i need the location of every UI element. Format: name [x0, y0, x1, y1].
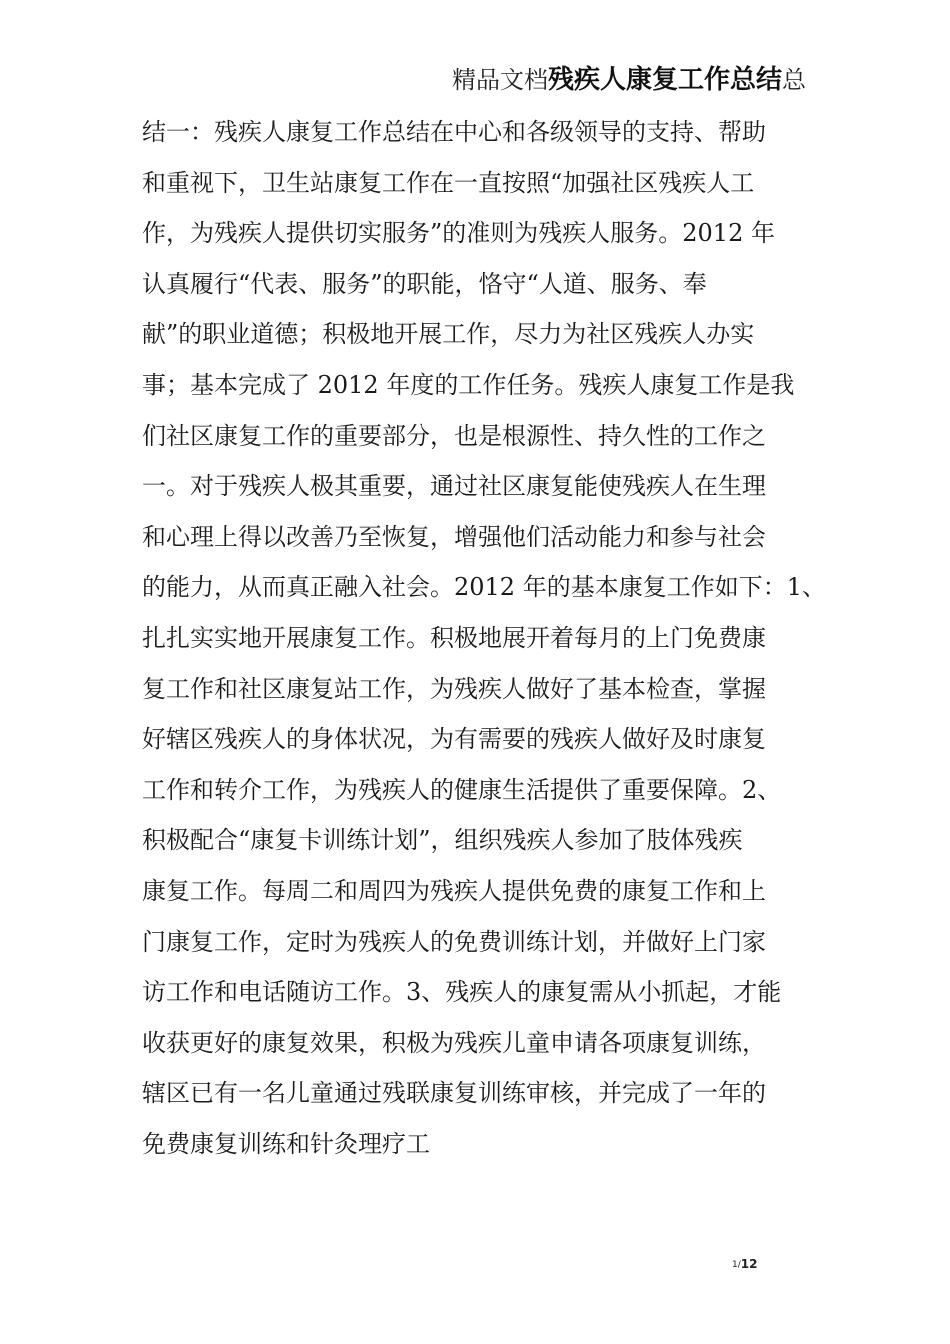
text-line: 门康复工作，定时为残疾人的免费训练计划，并做好上门家	[142, 927, 766, 956]
text-line: 和心理上得以改善乃至恢复，增强他们活动能力和参与社会	[142, 522, 766, 551]
text-line: 复工作和社区康复站工作，为残疾人做好了基本检查，掌握	[142, 674, 766, 703]
text-line: 结一：残疾人康复工作总结在中心和各级领导的支持、帮助	[142, 118, 766, 146]
text-line: 积极配合“康复卡训练计划”，组织残疾人参加了肢体残疾	[142, 826, 743, 855]
text-line: 作，为残疾人提供切实服务”的准则为残疾人服务。2012 年	[142, 219, 775, 248]
body-text	[142, 116, 902, 1178]
document-title: 残疾人康复工作总结	[547, 65, 782, 95]
text-line: 收获更好的康复效果，积极为残疾儿童申请各项康复训练，	[142, 1028, 766, 1057]
page-separator: /	[737, 1260, 741, 1270]
text-line: 好辖区残疾人的身体状况，为有需要的残疾人做好及时康复	[142, 725, 766, 754]
text-line: 扎扎实实地开展康复工作。积极地展开着每月的上门免费康	[142, 623, 766, 652]
text-line: 访工作和电话随访工作。3、残疾人的康复需从小抓起，才能	[142, 978, 782, 1007]
text-line: 工作和转介工作，为残疾人的健康生活提供了重要保障。2、	[142, 775, 782, 804]
text-line: 事；基本完成了 2012 年度的工作任务。残疾人康复工作是我	[142, 370, 795, 399]
text-line: 康复工作。每周二和周四为残疾人提供免费的康复工作和上	[142, 876, 766, 905]
page-header	[0, 62, 806, 102]
text-line: 辖区已有一名儿童通过残联康复训练审核，并完成了一年的	[142, 1079, 766, 1108]
header-suffix: 总	[782, 66, 806, 94]
text-line: 免费康复训练和针灸理疗工	[142, 1129, 430, 1158]
header-prefix: 精品文档	[451, 66, 548, 94]
text-line: 和重视下，卫生站康复工作在一直按照“加强社区残疾人工	[142, 168, 755, 197]
page-current: 1	[732, 1260, 738, 1270]
text-line: 一。对于残疾人极其重要，通过社区康复能使残疾人在生理	[142, 472, 766, 501]
text-line: 献”的职业道德；积极地开展工作，尽力为社区残疾人办实	[142, 320, 755, 349]
text-line: 们社区康复工作的重要部分，也是根源性、持久性的工作之	[142, 421, 766, 450]
page-total: 12	[740, 1257, 758, 1271]
text-line: 认真履行“代表、服务”的职能，恪守“人道、服务、奉	[142, 269, 707, 298]
page-number	[732, 1257, 757, 1271]
text-line: 的能力，从而真正融入社会。2012 年的基本康复工作如下：1、	[142, 573, 826, 602]
